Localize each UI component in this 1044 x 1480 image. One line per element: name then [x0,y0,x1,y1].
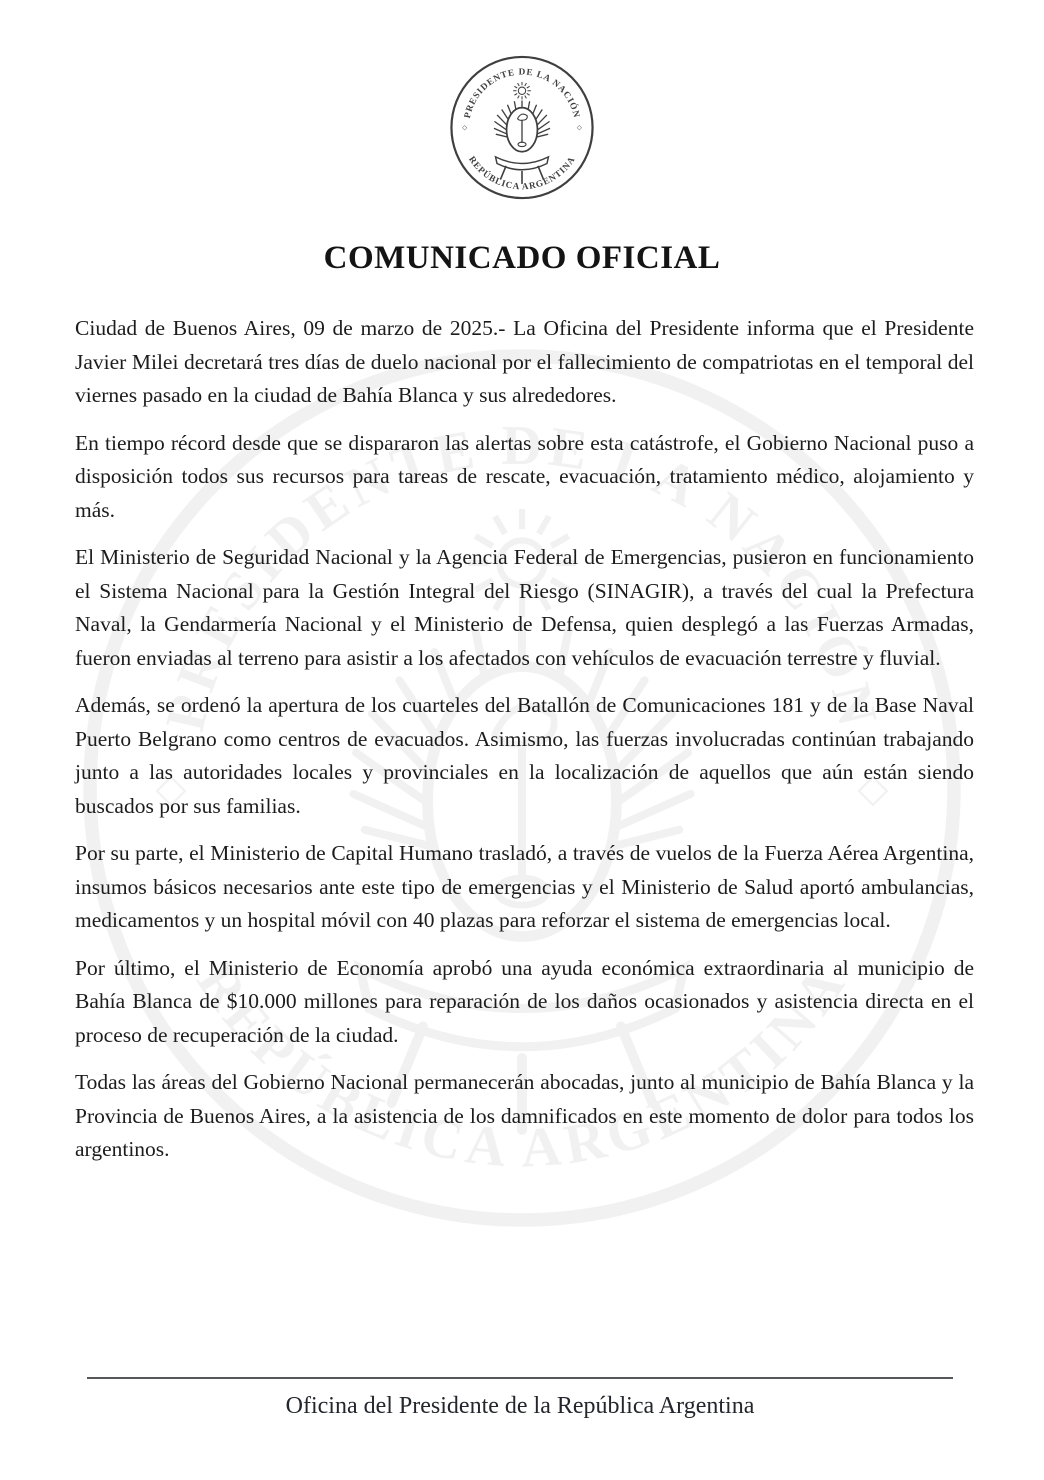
page-title: COMUNICADO OFICIAL [323,240,721,276]
paragraph: Por su parte, el Ministerio de Capital Humano trasladó, a través de vuelos de la Fuerza Aérea Argentina, insumos básicos necesarios ante este tipo de emergencias y el Ministerio de Salud aportó ambulancias, medicamentos y un hospital móvil con 40 plazas para reforzar el sistema de emergencias local. [75,841,974,932]
seal-top-text: PRESIDENTE DE LA NACIÓN [461,66,583,120]
seal-separator-left-icon: ◇ [462,124,468,132]
paragraph: Por último, el Ministerio de Economía aprobó una ayuda económica extraordinaria al municipio de Bahía Blanca de $10.000 millones para reparación de los daños ocasionados y asistencia directa en el proceso de recuperación de la ciudad. [75,955,974,1047]
footer-attribution: Oficina del Presidente de la República Argentina [285,1393,755,1419]
paragraph: Todas las áreas del Gobierno Nacional permanecerán abocadas, junto al municipio de Bahía Blanca y la Provincia de Buenos Aires, a la asistencia de los damnificados en este momento de dolor para todos los argentinos. [75,1070,974,1161]
paragraph: El Ministerio de Seguridad Nacional y la Agencia Federal de Emergencias, pusieron en funcionamiento el Sistema Nacional para la Gestión Integral del Riesgo (SINAGIR), a través del cual la Prefectura Naval, la Gendarmería Nacional y el Ministerio de Defensa, quien desplegó a las Fuerzas Armadas, fueron enviadas al terreno para asistir a los afectados con vehículos de evacuación terrestre y fluvial. [75,545,974,670]
seal-separator-right-icon: ◇ [576,124,582,132]
paragraph: Además, se ordenó la apertura de los cuarteles del Batallón de Comunicaciones 181 y de la Base Naval Puerto Belgrano como centros de evacuados. Asimismo, las fuerzas involucradas continúan trabajando junto a las autoridades locales y provinciales en la localización de aquellos que aún están siendo buscados por sus familias. [75,693,974,818]
coat-of-arms-icon [494,82,549,183]
paragraph-dateline: Ciudad de Buenos Aires, 09 de marzo de 2025.- La Oficina del Presidente informa que el Presidente Javier Milei decretará tres días de duelo nacional por el fallecimiento de compatriotas en el temporal del viernes pasado en la ciudad de Bahía Blanca y sus alrededores. [75,316,974,407]
paragraph: En tiempo récord desde que se dispararon las alertas sobre esta catástrofe, el Gobierno Nacional puso a disposición todos sus recursos para tareas de rescate, evacuación, tratamiento médico, alojamiento y más. [75,430,974,522]
seal-bottom-text: REPÚBLICA ARGENTINA [466,154,578,192]
footer-divider [87,1377,953,1420]
document-body [75,312,974,1181]
presidential-seal-icon [449,54,596,201]
